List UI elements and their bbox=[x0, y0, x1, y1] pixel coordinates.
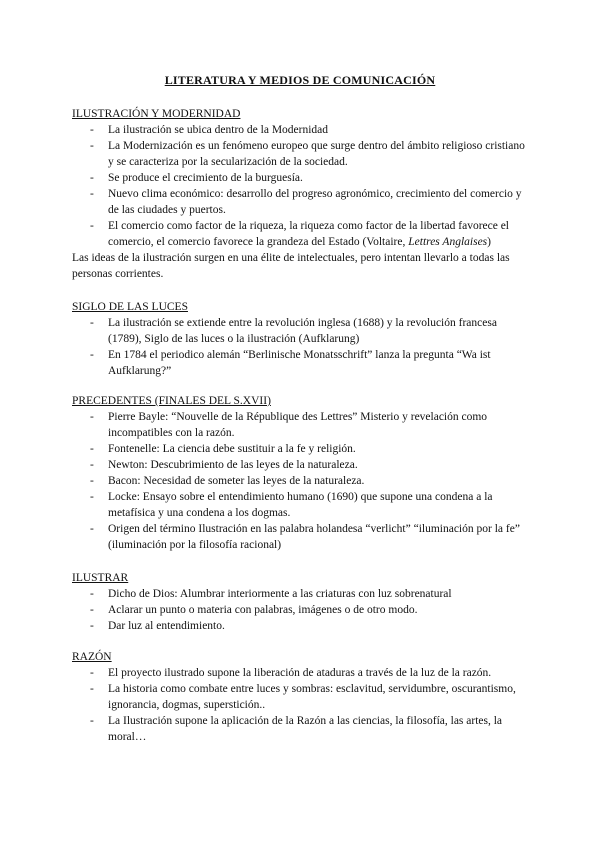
bullet-list bbox=[72, 665, 532, 745]
list-item: - La ilustración se extiende entre la revolución inglesa (1688) y la revolución francesa (1789), Siglo de las luces o la ilustración (Aufklarung) bbox=[90, 317, 497, 345]
list-item: - Nuevo clima económico: desarrollo del progreso agronómico, crecimiento del comercio y de las ciudades y puertos. bbox=[90, 188, 522, 216]
list-item: - El comercio como factor de la riqueza, la riqueza como factor de la libertad favorece el comercio, el comercio favorece la grandeza del Estado (Voltaire, Lettres Anglaises) bbox=[90, 220, 510, 248]
bullet-dash: - bbox=[90, 620, 94, 632]
section-heading: SIGLO DE LAS LUCES bbox=[72, 301, 188, 313]
bullet-dash: - bbox=[90, 172, 94, 184]
bullet-dash: - bbox=[90, 715, 94, 727]
bullet-dash: - bbox=[90, 411, 94, 423]
section-razon bbox=[72, 649, 532, 745]
bullet-dash: - bbox=[90, 588, 94, 600]
bullet-dash: - bbox=[90, 317, 94, 329]
list-item: - El proyecto ilustrado supone la liberación de ataduras a través de la luz de la razón. bbox=[90, 667, 492, 679]
list-item: - La Modernización es un fenómeno europeo que surge dentro del ámbito religioso cristiano y se caracteriza por la secularización de la sociedad. bbox=[90, 140, 525, 168]
list-item: - Origen del término Ilustración en las palabra holandesa “verlicht” “iluminación por la fe” (iluminación por la filosofía racional) bbox=[90, 523, 520, 551]
document-title: LITERATURA Y MEDIOS DE COMUNICACIÓN bbox=[164, 73, 436, 87]
bullet-dash: - bbox=[90, 349, 94, 361]
list-item: - Newton: Descubrimiento de las leyes de la naturaleza. bbox=[90, 459, 358, 471]
bullet-dash: - bbox=[90, 124, 94, 136]
section-heading: ILUSTRACIÓN Y MODERNIDAD bbox=[72, 108, 241, 120]
paragraph-note: Las ideas de la ilustración surgen en una élite de intelectuales, pero intentan llevarlo a todas las personas corrientes. bbox=[72, 252, 510, 280]
list-item: - Pierre Bayle: “Nouvelle de la République des Lettres” Misterio y revelación como incompatibles con la razón. bbox=[90, 411, 488, 439]
list-item: - Se produce el crecimiento de la burguesía. bbox=[90, 172, 303, 184]
list-item: - Dar luz al entendimiento. bbox=[90, 620, 225, 632]
section-ilustrar bbox=[72, 570, 532, 634]
list-item: - Locke: Ensayo sobre el entendimiento humano (1690) que supone una condena a la metafísica y una condena a los dogmas. bbox=[90, 491, 493, 519]
section-heading: PRECEDENTES (FINALES DEL S.XVII) bbox=[72, 395, 271, 407]
bullet-dash: - bbox=[90, 491, 94, 503]
list-item: - En 1784 el periodico alemán “Berlinische Monatsschrift” lanza la pregunta “Wa ist Aufklarung?” bbox=[90, 349, 491, 377]
bullet-dash: - bbox=[90, 523, 94, 535]
section-ilustracion-y-modernidad bbox=[72, 106, 532, 282]
bullet-dash: - bbox=[90, 443, 94, 455]
section-precedentes bbox=[72, 393, 532, 553]
bullet-dash: - bbox=[90, 604, 94, 616]
bullet-dash: - bbox=[90, 188, 94, 200]
list-item: - Aclarar un punto o materia con palabras, imágenes o de otro modo. bbox=[90, 604, 418, 616]
section-heading: RAZÓN bbox=[72, 651, 112, 663]
bullet-list bbox=[72, 586, 532, 634]
bullet-dash: - bbox=[90, 475, 94, 487]
list-item: - Dicho de Dios: Alumbrar interiormente a las criaturas con luz sobrenatural bbox=[90, 588, 452, 600]
bullet-dash: - bbox=[90, 459, 94, 471]
bullet-dash: - bbox=[90, 220, 94, 232]
list-item: - Bacon: Necesidad de someter las leyes de la naturaleza. bbox=[90, 475, 365, 487]
list-item: - La ilustración se ubica dentro de la Modernidad bbox=[90, 124, 329, 136]
bullet-list bbox=[72, 315, 532, 379]
bullet-dash: - bbox=[90, 683, 94, 695]
section-heading: ILUSTRAR bbox=[72, 572, 129, 584]
list-item: - Fontenelle: La ciencia debe sustituir a la fe y religión. bbox=[90, 443, 356, 455]
italic-title: Lettres Anglaises bbox=[408, 236, 488, 248]
bullet-dash: - bbox=[90, 667, 94, 679]
bullet-list bbox=[72, 122, 532, 250]
bullet-dash: - bbox=[90, 140, 94, 152]
section-siglo-de-las-luces bbox=[72, 299, 532, 379]
bullet-list bbox=[72, 409, 532, 553]
list-item: - La historia como combate entre luces y sombras: esclavitud, servidumbre, oscurantismo, ignorancia, dogmas, superstición.. bbox=[90, 683, 516, 711]
list-item: - La Ilustración supone la aplicación de la Razón a las ciencias, la filosofía, las artes, la moral… bbox=[90, 715, 503, 743]
